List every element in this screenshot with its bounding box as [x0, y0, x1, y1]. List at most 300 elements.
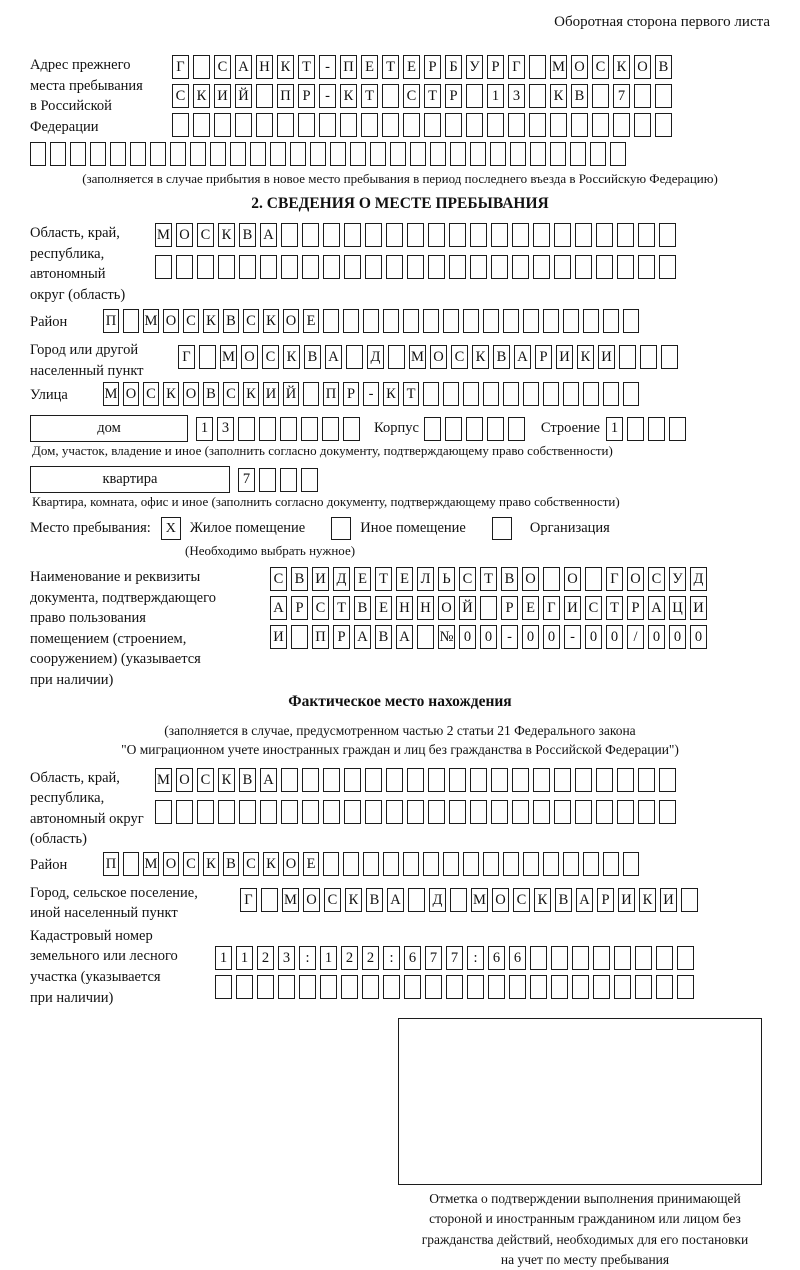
fact-oblast-row-1[interactable]	[155, 768, 676, 792]
form-cell[interactable]	[530, 946, 547, 970]
form-cell[interactable]	[407, 223, 424, 247]
form-cell[interactable]: К	[613, 55, 630, 79]
form-cell[interactable]	[466, 417, 483, 441]
form-cell[interactable]	[592, 113, 609, 137]
form-cell[interactable]	[363, 852, 379, 876]
form-cell[interactable]	[390, 142, 406, 166]
form-cell[interactable]	[503, 309, 519, 333]
form-cell[interactable]	[386, 223, 403, 247]
prev-address-row-2[interactable]	[172, 84, 672, 108]
form-cell[interactable]	[365, 223, 382, 247]
form-cell[interactable]	[428, 768, 445, 792]
form-cell[interactable]	[512, 800, 529, 824]
form-cell[interactable]: В	[375, 625, 392, 649]
form-cell[interactable]: А	[270, 596, 287, 620]
form-cell[interactable]	[70, 142, 86, 166]
form-cell[interactable]: С	[270, 567, 287, 591]
form-cell[interactable]	[543, 852, 559, 876]
form-cell[interactable]	[483, 309, 499, 333]
form-cell[interactable]	[596, 800, 613, 824]
form-cell[interactable]	[361, 113, 378, 137]
form-cell[interactable]: В	[354, 596, 371, 620]
form-cell[interactable]: -	[363, 382, 379, 406]
form-cell[interactable]	[155, 800, 172, 824]
form-cell[interactable]	[425, 975, 442, 999]
doc-row-1[interactable]	[270, 567, 707, 591]
form-cell[interactable]	[150, 142, 166, 166]
form-cell[interactable]	[483, 382, 499, 406]
form-cell[interactable]	[210, 142, 226, 166]
form-cell[interactable]	[490, 142, 506, 166]
form-cell[interactable]	[363, 309, 379, 333]
form-cell[interactable]	[570, 142, 586, 166]
form-cell[interactable]: С	[143, 382, 159, 406]
form-cell[interactable]	[110, 142, 126, 166]
form-cell[interactable]	[470, 255, 487, 279]
form-cell[interactable]	[463, 382, 479, 406]
form-cell[interactable]	[239, 255, 256, 279]
form-cell[interactable]: 1	[606, 417, 623, 441]
form-cell[interactable]: О	[283, 309, 299, 333]
form-cell[interactable]	[491, 255, 508, 279]
form-cell[interactable]	[50, 142, 66, 166]
form-cell[interactable]	[90, 142, 106, 166]
form-cell[interactable]	[638, 800, 655, 824]
form-cell[interactable]	[256, 113, 273, 137]
form-cell[interactable]	[250, 142, 266, 166]
form-cell[interactable]	[365, 255, 382, 279]
form-cell[interactable]: Т	[403, 382, 419, 406]
form-cell[interactable]: Е	[354, 567, 371, 591]
form-cell[interactable]: К	[277, 55, 294, 79]
form-cell[interactable]	[218, 800, 235, 824]
form-cell[interactable]: У	[669, 567, 686, 591]
form-cell[interactable]: 1	[320, 946, 337, 970]
form-cell[interactable]: /	[627, 625, 644, 649]
form-cell[interactable]	[463, 852, 479, 876]
prev-address-row-3[interactable]	[172, 113, 672, 137]
form-cell[interactable]: Г	[508, 55, 525, 79]
form-cell[interactable]: С	[592, 55, 609, 79]
form-cell[interactable]: О	[430, 345, 447, 369]
form-cell[interactable]: И	[598, 345, 615, 369]
form-cell[interactable]	[583, 852, 599, 876]
form-cell[interactable]	[491, 768, 508, 792]
form-cell[interactable]	[259, 468, 276, 492]
form-cell[interactable]	[512, 223, 529, 247]
form-cell[interactable]	[470, 768, 487, 792]
form-cell[interactable]: С	[585, 596, 602, 620]
form-cell[interactable]	[563, 382, 579, 406]
form-cell[interactable]	[407, 768, 424, 792]
form-cell[interactable]: К	[283, 345, 300, 369]
form-cell[interactable]	[614, 946, 631, 970]
form-cell[interactable]: -	[501, 625, 518, 649]
form-cell[interactable]: С	[513, 888, 530, 912]
form-cell[interactable]	[617, 223, 634, 247]
form-cell[interactable]	[340, 113, 357, 137]
form-cell[interactable]	[197, 800, 214, 824]
form-cell[interactable]	[523, 309, 539, 333]
form-cell[interactable]	[130, 142, 146, 166]
form-cell[interactable]	[659, 800, 676, 824]
form-cell[interactable]	[443, 382, 459, 406]
form-cell[interactable]: П	[340, 55, 357, 79]
form-cell[interactable]	[218, 255, 235, 279]
form-cell[interactable]: Й	[283, 382, 299, 406]
form-cell[interactable]	[529, 113, 546, 137]
form-cell[interactable]: Т	[375, 567, 392, 591]
form-cell[interactable]	[487, 417, 504, 441]
form-cell[interactable]	[257, 975, 274, 999]
form-cell[interactable]: А	[396, 625, 413, 649]
form-cell[interactable]: О	[522, 567, 539, 591]
form-cell[interactable]	[423, 309, 439, 333]
form-cell[interactable]: А	[648, 596, 665, 620]
form-cell[interactable]: Г	[172, 55, 189, 79]
form-cell[interactable]	[370, 142, 386, 166]
form-cell[interactable]: С	[197, 223, 214, 247]
form-cell[interactable]: О	[163, 852, 179, 876]
form-cell[interactable]	[634, 113, 651, 137]
form-cell[interactable]	[215, 975, 232, 999]
form-cell[interactable]: И	[556, 345, 573, 369]
form-cell[interactable]	[386, 768, 403, 792]
form-cell[interactable]: В	[223, 309, 239, 333]
form-cell[interactable]: Р	[333, 625, 350, 649]
form-cell[interactable]	[344, 800, 361, 824]
form-cell[interactable]: О	[176, 223, 193, 247]
form-cell[interactable]	[614, 975, 631, 999]
form-cell[interactable]	[638, 768, 655, 792]
form-cell[interactable]: -	[319, 84, 336, 108]
form-cell[interactable]: О	[571, 55, 588, 79]
form-cell[interactable]	[260, 800, 277, 824]
form-cell[interactable]	[533, 768, 550, 792]
form-cell[interactable]: И	[564, 596, 581, 620]
form-cell[interactable]: А	[387, 888, 404, 912]
form-cell[interactable]	[463, 309, 479, 333]
form-cell[interactable]: К	[340, 84, 357, 108]
form-cell[interactable]: О	[438, 596, 455, 620]
form-cell[interactable]: У	[466, 55, 483, 79]
form-cell[interactable]	[278, 975, 295, 999]
form-cell[interactable]: В	[239, 223, 256, 247]
form-cell[interactable]: Е	[303, 852, 319, 876]
form-cell[interactable]	[302, 255, 319, 279]
form-cell[interactable]: Ц	[669, 596, 686, 620]
form-cell[interactable]: А	[354, 625, 371, 649]
form-cell[interactable]: К	[345, 888, 362, 912]
gorod-row[interactable]	[178, 345, 678, 369]
form-cell[interactable]	[610, 142, 626, 166]
form-cell[interactable]	[593, 975, 610, 999]
form-cell[interactable]	[488, 975, 505, 999]
form-cell[interactable]: С	[451, 345, 468, 369]
form-cell[interactable]: М	[220, 345, 237, 369]
form-cell[interactable]	[533, 255, 550, 279]
kadastr-row-2[interactable]	[215, 975, 694, 999]
form-cell[interactable]	[583, 309, 599, 333]
form-cell[interactable]	[530, 142, 546, 166]
form-cell[interactable]	[235, 113, 252, 137]
form-cell[interactable]	[323, 800, 340, 824]
form-cell[interactable]: Р	[627, 596, 644, 620]
form-cell[interactable]: Р	[424, 55, 441, 79]
form-cell[interactable]	[470, 223, 487, 247]
form-cell[interactable]	[603, 309, 619, 333]
form-cell[interactable]	[466, 113, 483, 137]
form-cell[interactable]	[575, 768, 592, 792]
form-cell[interactable]	[659, 255, 676, 279]
form-cell[interactable]: О	[283, 852, 299, 876]
form-cell[interactable]	[155, 255, 172, 279]
form-cell[interactable]	[613, 113, 630, 137]
form-cell[interactable]: 0	[690, 625, 707, 649]
form-cell[interactable]: М	[282, 888, 299, 912]
form-cell[interactable]: Е	[303, 309, 319, 333]
form-cell[interactable]	[281, 255, 298, 279]
form-cell[interactable]	[404, 975, 421, 999]
form-cell[interactable]	[445, 417, 462, 441]
form-cell[interactable]	[638, 255, 655, 279]
form-cell[interactable]	[617, 800, 634, 824]
form-cell[interactable]: Р	[445, 84, 462, 108]
form-cell[interactable]	[236, 975, 253, 999]
form-cell[interactable]: С	[183, 852, 199, 876]
stroenie-cells[interactable]	[606, 417, 686, 441]
form-cell[interactable]	[346, 345, 363, 369]
form-cell[interactable]: К	[193, 84, 210, 108]
form-cell[interactable]	[417, 625, 434, 649]
form-cell[interactable]: А	[576, 888, 593, 912]
form-cell[interactable]	[619, 345, 636, 369]
form-cell[interactable]: А	[260, 223, 277, 247]
form-cell[interactable]	[193, 113, 210, 137]
form-cell[interactable]: 0	[669, 625, 686, 649]
form-cell[interactable]	[270, 142, 286, 166]
form-cell[interactable]	[523, 382, 539, 406]
form-cell[interactable]	[323, 309, 339, 333]
form-cell[interactable]: В	[555, 888, 572, 912]
form-cell[interactable]: Ь	[438, 567, 455, 591]
form-cell[interactable]: М	[143, 852, 159, 876]
form-cell[interactable]	[298, 113, 315, 137]
fact-gorod-row[interactable]	[240, 888, 698, 912]
form-cell[interactable]	[590, 142, 606, 166]
form-cell[interactable]	[408, 888, 425, 912]
form-cell[interactable]	[543, 382, 559, 406]
form-cell[interactable]	[617, 255, 634, 279]
form-cell[interactable]	[467, 975, 484, 999]
form-cell[interactable]	[430, 142, 446, 166]
form-cell[interactable]	[388, 345, 405, 369]
form-cell[interactable]	[572, 975, 589, 999]
form-cell[interactable]	[383, 975, 400, 999]
form-cell[interactable]: 3	[278, 946, 295, 970]
form-cell[interactable]	[656, 975, 673, 999]
form-cell[interactable]	[403, 309, 419, 333]
form-cell[interactable]: Е	[375, 596, 392, 620]
form-cell[interactable]: 0	[585, 625, 602, 649]
form-cell[interactable]	[583, 382, 599, 406]
form-cell[interactable]	[230, 142, 246, 166]
form-cell[interactable]: :	[299, 946, 316, 970]
form-cell[interactable]	[483, 852, 499, 876]
form-cell[interactable]: К	[577, 345, 594, 369]
form-cell[interactable]	[512, 255, 529, 279]
form-cell[interactable]	[656, 946, 673, 970]
form-cell[interactable]: Р	[501, 596, 518, 620]
form-cell[interactable]	[424, 417, 441, 441]
form-cell[interactable]	[214, 113, 231, 137]
form-cell[interactable]: И	[270, 625, 287, 649]
form-cell[interactable]: :	[383, 946, 400, 970]
form-cell[interactable]	[299, 975, 316, 999]
form-cell[interactable]	[623, 382, 639, 406]
form-cell[interactable]: О	[564, 567, 581, 591]
form-cell[interactable]: Й	[235, 84, 252, 108]
form-cell[interactable]	[550, 113, 567, 137]
form-cell[interactable]	[661, 345, 678, 369]
fact-oblast-row-2[interactable]	[155, 800, 676, 824]
form-cell[interactable]: Д	[690, 567, 707, 591]
form-cell[interactable]	[575, 223, 592, 247]
form-cell[interactable]	[592, 84, 609, 108]
form-cell[interactable]: 0	[543, 625, 560, 649]
form-cell[interactable]	[323, 852, 339, 876]
form-cell[interactable]	[623, 309, 639, 333]
form-cell[interactable]	[407, 255, 424, 279]
form-cell[interactable]	[277, 113, 294, 137]
form-cell[interactable]: Е	[361, 55, 378, 79]
form-cell[interactable]: Д	[333, 567, 350, 591]
form-cell[interactable]: И	[690, 596, 707, 620]
form-cell[interactable]	[423, 852, 439, 876]
form-cell[interactable]	[362, 975, 379, 999]
form-cell[interactable]	[543, 567, 560, 591]
form-cell[interactable]: В	[493, 345, 510, 369]
form-cell[interactable]: И	[660, 888, 677, 912]
form-cell[interactable]	[575, 800, 592, 824]
form-cell[interactable]	[617, 768, 634, 792]
form-cell[interactable]: 0	[459, 625, 476, 649]
form-cell[interactable]	[386, 255, 403, 279]
form-cell[interactable]	[648, 417, 665, 441]
form-cell[interactable]: 0	[648, 625, 665, 649]
rayon-row[interactable]	[103, 309, 639, 333]
form-cell[interactable]: С	[262, 345, 279, 369]
form-cell[interactable]: Г	[240, 888, 257, 912]
form-cell[interactable]: 6	[488, 946, 505, 970]
form-cell[interactable]: К	[263, 309, 279, 333]
form-cell[interactable]	[449, 255, 466, 279]
form-cell[interactable]: -	[319, 55, 336, 79]
form-cell[interactable]: 1	[236, 946, 253, 970]
inoe-checkbox[interactable]	[331, 517, 351, 540]
form-cell[interactable]: К	[383, 382, 399, 406]
form-cell[interactable]	[585, 567, 602, 591]
form-cell[interactable]	[197, 255, 214, 279]
form-cell[interactable]	[659, 768, 676, 792]
form-cell[interactable]: В	[501, 567, 518, 591]
form-cell[interactable]: М	[409, 345, 426, 369]
form-cell[interactable]: М	[143, 309, 159, 333]
form-cell[interactable]	[655, 84, 672, 108]
form-cell[interactable]: Т	[480, 567, 497, 591]
form-cell[interactable]	[491, 800, 508, 824]
form-cell[interactable]	[635, 975, 652, 999]
form-cell[interactable]: Т	[382, 55, 399, 79]
form-cell[interactable]: Т	[298, 55, 315, 79]
form-cell[interactable]	[428, 255, 445, 279]
form-cell[interactable]: С	[324, 888, 341, 912]
form-cell[interactable]: К	[550, 84, 567, 108]
oblast-row-1[interactable]	[155, 223, 676, 247]
form-cell[interactable]: О	[303, 888, 320, 912]
form-cell[interactable]: 1	[487, 84, 504, 108]
form-cell[interactable]: 3	[508, 84, 525, 108]
form-cell[interactable]: Е	[396, 567, 413, 591]
form-cell[interactable]	[655, 113, 672, 137]
form-cell[interactable]: 1	[196, 417, 213, 441]
form-cell[interactable]	[593, 946, 610, 970]
form-cell[interactable]	[323, 255, 340, 279]
form-cell[interactable]: А	[260, 768, 277, 792]
form-cell[interactable]	[449, 223, 466, 247]
form-cell[interactable]	[603, 852, 619, 876]
form-cell[interactable]	[563, 309, 579, 333]
form-cell[interactable]: В	[223, 852, 239, 876]
form-cell[interactable]	[323, 768, 340, 792]
form-cell[interactable]: И	[214, 84, 231, 108]
form-cell[interactable]	[480, 596, 497, 620]
form-cell[interactable]	[623, 852, 639, 876]
form-cell[interactable]	[533, 223, 550, 247]
form-cell[interactable]: 1	[215, 946, 232, 970]
form-cell[interactable]	[407, 800, 424, 824]
form-cell[interactable]: О	[163, 309, 179, 333]
form-cell[interactable]	[503, 382, 519, 406]
form-cell[interactable]	[310, 142, 326, 166]
form-cell[interactable]: К	[218, 223, 235, 247]
form-cell[interactable]: П	[312, 625, 329, 649]
form-cell[interactable]: Е	[403, 55, 420, 79]
form-cell[interactable]	[344, 255, 361, 279]
form-cell[interactable]: К	[203, 852, 219, 876]
form-cell[interactable]: Т	[361, 84, 378, 108]
zhiloe-checkbox[interactable]: X	[161, 517, 181, 540]
form-cell[interactable]	[281, 768, 298, 792]
form-cell[interactable]	[554, 768, 571, 792]
form-cell[interactable]	[281, 800, 298, 824]
form-cell[interactable]	[343, 852, 359, 876]
form-cell[interactable]: М	[103, 382, 119, 406]
form-cell[interactable]	[382, 84, 399, 108]
form-cell[interactable]	[575, 255, 592, 279]
form-cell[interactable]: Г	[543, 596, 560, 620]
form-cell[interactable]	[259, 417, 276, 441]
form-cell[interactable]	[491, 223, 508, 247]
form-cell[interactable]	[256, 84, 273, 108]
form-cell[interactable]: А	[325, 345, 342, 369]
form-cell[interactable]: С	[459, 567, 476, 591]
form-cell[interactable]	[487, 113, 504, 137]
form-cell[interactable]	[509, 975, 526, 999]
form-cell[interactable]	[320, 975, 337, 999]
form-cell[interactable]: 0	[522, 625, 539, 649]
form-cell[interactable]: 6	[404, 946, 421, 970]
